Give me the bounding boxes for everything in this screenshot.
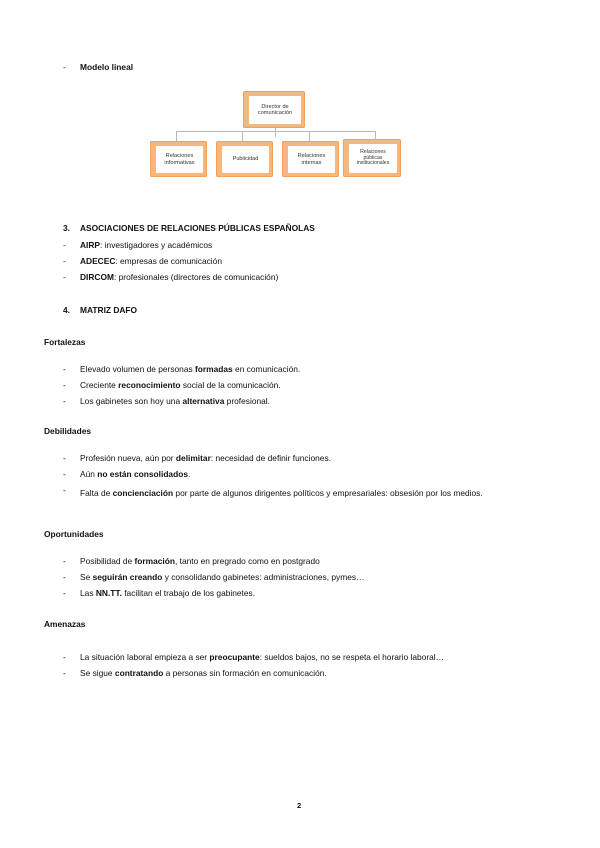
bullet-dash: - (63, 572, 66, 582)
bullet-dash: - (63, 469, 66, 479)
text: Aún (80, 469, 98, 479)
text-bold: reconocimiento (118, 380, 181, 390)
list-item (80, 380, 281, 390)
text: : sueldos bajos, no se respeta el horario laboral… (259, 652, 445, 662)
list-item (80, 396, 270, 406)
text: : necesidad de definir funciones. (210, 453, 331, 463)
text: profesional. (224, 396, 270, 406)
section-4-number: 4. (63, 305, 70, 315)
list-item-bold: DIRCOM (80, 272, 114, 282)
org-connector-vertical (275, 127, 276, 137)
org-box-director-label: Director de comunicación (249, 96, 301, 124)
bullet-dash: - (63, 556, 66, 566)
text: social de la comunicación. (180, 380, 281, 390)
org-box-relaciones-informativas (150, 141, 207, 177)
text: Falta de (80, 488, 113, 498)
section-3-title: ASOCIACIONES DE RELACIONES PÚBLICAS ESPAÑOLAS (80, 223, 315, 233)
bullet-dash: - (63, 256, 66, 266)
list-item-text: : profesionales (directores de comunicación) (113, 272, 279, 282)
list-item (80, 272, 278, 282)
bullet-dash: - (63, 62, 66, 72)
bullet-dash: - (63, 396, 66, 406)
list-item-bold: ADECEC (80, 256, 116, 266)
text: facilitan el trabajo de los gabinetes. (121, 588, 256, 598)
text-bold: NN.TT. (95, 588, 122, 598)
org-box-label: Relaciones públicas institucionales (349, 144, 397, 173)
text-bold: concienciación (112, 488, 174, 498)
text: por parte de algunos dirigentes políticos y empresariales: obsesión por los medios. (173, 488, 483, 498)
debilidades-heading: Debilidades (44, 426, 92, 436)
text-bold: contratando (114, 668, 164, 678)
list-item (80, 652, 444, 662)
section-3-number: 3. (63, 223, 70, 233)
text: en comunicación. (232, 364, 301, 374)
list-item (80, 556, 320, 566)
text: Elevado volumen de personas (80, 364, 195, 374)
list-item (80, 668, 327, 678)
fortalezas-heading: Fortalezas (44, 337, 86, 347)
amenazas-heading: Amenazas (44, 619, 86, 629)
org-box-relaciones-internas (282, 141, 339, 177)
bullet-dash: - (63, 453, 66, 463)
section-4-title: MATRIZ DAFO (80, 305, 138, 315)
page-number: 2 (297, 801, 302, 810)
text: y consolidando gabinetes: administraciones, pymes… (162, 572, 365, 582)
oportunidades-heading: Oportunidades (44, 529, 104, 539)
org-box-publicidad (216, 141, 273, 177)
org-box-label: Relaciones informativas (156, 146, 203, 173)
org-box-rrpp-institucionales (343, 139, 401, 177)
text-bold: delimitar (175, 453, 211, 463)
bullet-dash: - (63, 380, 66, 390)
list-item (80, 240, 212, 250)
bullet-dash: - (63, 652, 66, 662)
modelo-lineal-label: Modelo lineal (80, 62, 134, 72)
bullet-dash: - (63, 272, 66, 282)
list-item (80, 469, 190, 479)
text: a personas sin formación en comunicación. (163, 668, 327, 678)
text: Se sigue (80, 668, 115, 678)
list-item (80, 485, 556, 501)
list-item (80, 588, 255, 598)
bullet-dash: - (63, 485, 66, 495)
bullet-dash: - (63, 364, 66, 374)
text: Los gabinetes son hoy una (80, 396, 183, 406)
list-item (80, 572, 364, 582)
text-bold: preocupante (209, 652, 260, 662)
text-bold: no están consolidados (97, 469, 188, 479)
org-box-label: Publicidad (222, 146, 269, 173)
list-item-text: : investigadores y académicos (100, 240, 213, 250)
list-item-text: : empresas de comunicación (115, 256, 222, 266)
text-bold: formación (134, 556, 175, 566)
text-bold: seguirán creando (92, 572, 163, 582)
text: Posibilidad de (80, 556, 135, 566)
org-box-label: Relaciones internas (288, 146, 335, 173)
text: Creciente (80, 380, 119, 390)
text-bold: alternativa (182, 396, 225, 406)
org-box-director (243, 91, 305, 128)
bullet-dash: - (63, 588, 66, 598)
text: . (187, 469, 191, 479)
text-bold: formadas (195, 364, 233, 374)
list-item (80, 256, 222, 266)
text: , tanto en pregrado como en postgrado (174, 556, 320, 566)
list-item-bold: AIRP (80, 240, 101, 250)
text: Se (80, 572, 93, 582)
list-item (80, 364, 300, 374)
list-item (80, 453, 331, 463)
text: La situación laboral empieza a ser (80, 652, 210, 662)
org-connector-horizontal (176, 131, 376, 132)
bullet-dash: - (63, 240, 66, 250)
bullet-dash: - (63, 668, 66, 678)
text: Las (80, 588, 96, 598)
text: Profesión nueva, aún por (80, 453, 176, 463)
